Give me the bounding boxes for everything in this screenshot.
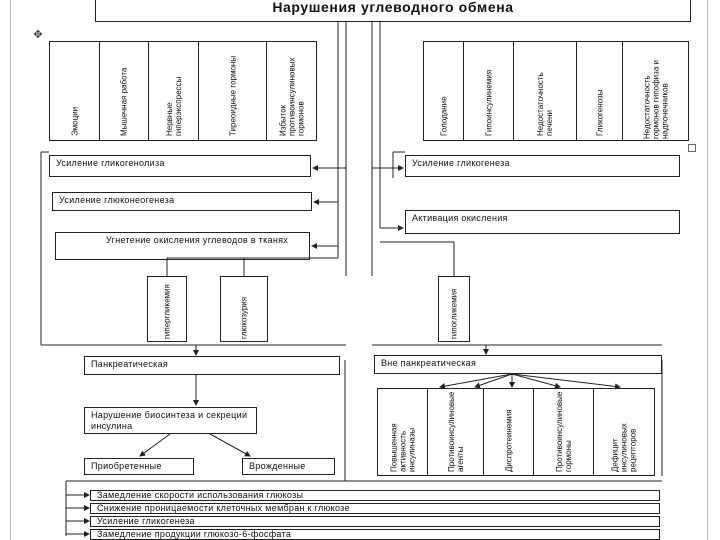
- right-causes-group: [423, 41, 689, 141]
- left-cause-text: Эмоции: [70, 106, 79, 136]
- move-icon[interactable]: ✥: [33, 29, 43, 41]
- page-left-margin: [0, 0, 11, 540]
- extrapancreatic-cause-box: [484, 389, 534, 475]
- left-cause-text: Нервные гиперэкспрессы: [164, 76, 183, 136]
- acquired-box: Приобретенные: [84, 458, 194, 475]
- glycosuria-text: глюкозурия: [239, 296, 249, 339]
- hypoglycemia-box: [438, 276, 470, 342]
- right-cause-text: Голодание: [439, 96, 448, 136]
- bottom-effect-glycogenesis: Усиление гликогенеза: [90, 516, 660, 527]
- right-cause-text: Недостаточность печени: [536, 72, 554, 136]
- left-cause-text: Тиреоидные гормоны: [228, 55, 237, 136]
- extrapancreatic-causes-group: [377, 388, 655, 476]
- diagram-title: Нарушения углеводного обмена: [95, 0, 691, 22]
- extrapancreatic-cause-text: Противоинсулиновые гормоны: [554, 391, 573, 472]
- resize-handle[interactable]: [688, 144, 696, 152]
- right-cause-text: Гликогенозы: [595, 89, 604, 136]
- left-cause-text: Мышечная работа: [119, 67, 129, 136]
- hyperglycemia-box: [147, 276, 187, 342]
- left-effect-glycogenolysis: Усиление гликогенолиза: [49, 155, 311, 177]
- insulin-secretion-violation-box: Нарушение биосинтеза и секреции инсулина: [84, 407, 257, 434]
- right-cause-box: [464, 42, 514, 140]
- right-cause-text: Гипоинсулинемия: [484, 69, 493, 136]
- extrapancreatic-cause-box: [534, 389, 594, 475]
- glycosuria-box: [220, 276, 268, 342]
- extrapancreatic-cause-box: [594, 389, 654, 475]
- left-cause-box: [267, 42, 316, 140]
- right-cause-box: [623, 42, 688, 140]
- extrapancreatic-cause-text: Дефицит инсулиновых рецепторов: [610, 423, 638, 472]
- right-effect-oxidation-activation: Активация окисления: [405, 210, 680, 234]
- congenital-box: Врожденные: [242, 458, 335, 475]
- left-effect-gluconeogenesis: Усиление глюконеогенеза: [52, 192, 312, 211]
- left-cause-box: [199, 42, 267, 140]
- right-cause-box: [424, 42, 464, 140]
- extrapancreatic-cause-text: Противоинсулиновые агенты: [446, 391, 465, 472]
- page-right-margin: [707, 0, 720, 540]
- hypoglycemia-text: гипогликемия: [449, 288, 459, 339]
- right-cause-box: [577, 42, 623, 140]
- left-effect-oxidation-inhibition: Угнетение окисления углеводов в тканях: [55, 232, 310, 260]
- extrapancreatic-cause-text: Повышенная активность инсулиназы: [389, 423, 416, 472]
- left-cause-text: Избыток противоинсулиновых гормонов: [278, 57, 305, 136]
- extrapancreatic-cause-text: Диспротеинемия: [504, 409, 513, 472]
- extrapancreatic-cause-box: [428, 389, 484, 475]
- bottom-effect-membrane-permeability: Снижение проницаемости клеточных мембран к глюкозе: [90, 503, 660, 514]
- bottom-effect-g6p-production: Замедление продукции глюкозо-6-фосфата: [90, 529, 660, 540]
- right-cause-text: Недостаточность гормонов гипофиза и надпочечников: [642, 60, 669, 139]
- extrapancreatic-cause-box: [378, 389, 428, 475]
- extrapancreatic-box: Вне панкреатическая: [374, 355, 662, 374]
- left-cause-box: [100, 42, 149, 140]
- pancreatic-box: Панкреатическая: [84, 356, 340, 375]
- hyperglycemia-text: гипергликемия: [162, 284, 172, 339]
- bottom-effect-glucose-usage: Замедление скорости использования глюкозы: [90, 490, 660, 501]
- left-cause-box: [149, 42, 199, 140]
- right-cause-box: [514, 42, 577, 140]
- right-effect-glycogenesis: Усиление гликогенеза: [405, 155, 680, 177]
- left-cause-box: [50, 42, 100, 140]
- left-causes-group: [49, 41, 317, 141]
